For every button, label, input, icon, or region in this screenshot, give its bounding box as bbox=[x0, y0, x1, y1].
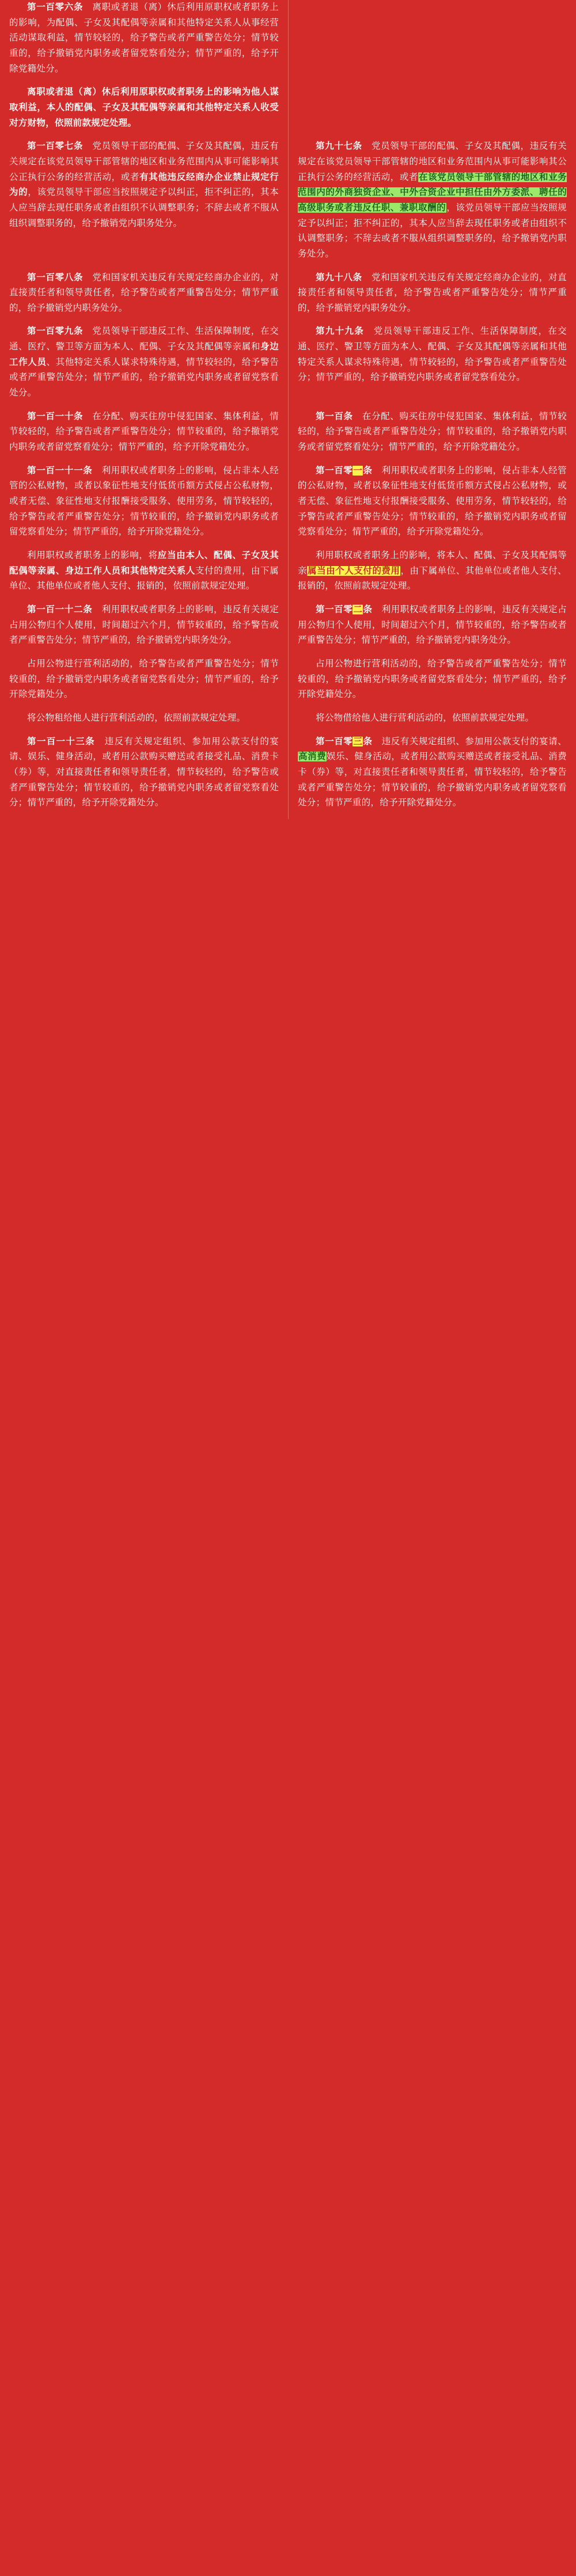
article-paragraph bbox=[298, 409, 567, 455]
article-paragraph bbox=[298, 711, 567, 726]
article-paragraph: 第九十七条 党员领导干部的配偶、子女及其配偶，违反有关规定在该党员领导干部管辖的地区和业务范围内从事可能影响其公正执行公务的经营活动，或者在该党员领导干部管辖的地区和业务范围内的外商独资企业、中外合资企业中担任由外方委派、聘任的高级职务或者违反任职、兼职取酬的，该党员领导干部应当按照规定予以纠正；拒不纠正的，其本人应当辞去现任职务或者由组织不认调整职务；不辞去或者不服从组织调整职务的，给予撤销党内职务处分。 bbox=[298, 141, 567, 259]
comparison-row bbox=[0, 602, 576, 734]
new-version-column bbox=[288, 602, 576, 734]
article-number: 第一百一十三条 bbox=[27, 736, 95, 746]
article-paragraph: 第一百零七条 党员领导干部的配偶、子女及其配偶，违反有关规定在该党员领导干部管辖的地区和业务范围内从事可能影响其公正执行公务的经营活动，或者有其他违反经商办企业禁止规定行为的，该党员领导干部应当按照规定予以纠正，拒不纠正的，其本人应当辞去现任职务或者由组织不认调整职务；不辞去或者不服从组织调整职务的，给予撤销党内职务处分。 bbox=[9, 141, 279, 228]
article-paragraph bbox=[298, 657, 567, 703]
article-number: 第九十九条 bbox=[316, 326, 365, 337]
comparison-row bbox=[0, 270, 576, 325]
article-number: 第一百一十一条 bbox=[27, 465, 93, 476]
article-paragraph: 第一百零二条 利用职权或者职务上的影响，违反有关规定占用公物归个人使用，时间超过六个月，情节较重的，给予警告或者严重警告处分；情节严重的，给予撤销党内职务处分。 bbox=[298, 604, 567, 646]
article-paragraph: 第一百零三条 违反有关规定组织、参加用公款支付的宴请、高消费娱乐、健身活动，或者用公款购买赠送或者接受礼品、消费卡（券）等，对直接责任者和领导责任者，情节较轻的，给予警告或者严重警告处分；情节较重的，给予撤销党内职务或者留党察看处分；情节严重的，给予开除党籍处分。 bbox=[298, 736, 567, 808]
old-version-column bbox=[0, 734, 288, 819]
article-text: 在分配、购买住房中侵犯国家、集体利益，情节较轻的，给予警告或者严重警告处分；情节较重的，给予撤销党内职务或者留党察看处分；情节严重的，给予开除党籍处分。 bbox=[9, 411, 279, 452]
article-number: 第一百零二条 bbox=[316, 604, 373, 614]
article-text: 将公物租给他人进行营利活动的，依照前款规定处理。 bbox=[27, 712, 246, 723]
article-text: 占用公物进行营利活动的，给予警告或者严重警告处分；情节较重的，给予撤销党内职务或者留党察看处分；情节严重的，给予开除党籍处分。 bbox=[9, 658, 279, 700]
new-version-column bbox=[288, 139, 576, 270]
article-text: 利用职权或者职务上的影响，侵占非本人经管的公私财物，或者以象征性地支付低货币额方式侵占公私财物，或者无偿、象征性地支付报酬接受服务、使用劳务，情节较轻的，给予警告或者严重警告处分；情节较重的，给予撤销党内职务或者留党察看处分；情节严重的，给予开除党籍处分。 bbox=[9, 465, 279, 537]
article-text: 将公物借给他人进行营利活动的，依照前款规定处理。 bbox=[316, 712, 535, 723]
old-version-column bbox=[0, 463, 288, 602]
new-version-column bbox=[288, 734, 576, 819]
article-text: 离职或者退（离）休后利用原职权或者职务上的影响为他人谋取利益，本人的配偶、子女及其配偶等亲属和其他特定关系人收受对方财物，依照前款规定处理。 bbox=[9, 87, 279, 128]
article-text: 占用公物进行营利活动的，给予警告或者严重警告处分；情节较重的，给予撤销党内职务或者留党察看处分；情节严重的，给予开除党籍处分。 bbox=[298, 658, 567, 700]
comparison-row bbox=[0, 0, 576, 139]
article-number: 第一百一十二条 bbox=[27, 604, 93, 614]
article-paragraph bbox=[9, 734, 279, 811]
article-number: 第一百零九条 bbox=[27, 326, 84, 337]
article-number: 第九十八条 bbox=[316, 272, 362, 282]
old-version-column bbox=[0, 324, 288, 409]
article-text: 党和国家机关违反有关规定经商办企业的，对直接责任者和领导责任者，给予警告或者严重警告处分；情节严重的，给予撤销党内职务处分。 bbox=[298, 272, 567, 313]
article-number: 第一百零三条 bbox=[316, 736, 373, 746]
article-text: 离职或者退（离）休后利用原职权或者职务上的影响，为配偶、子女及其配偶等亲属和其他特定关系人从事经营活动谋取利益，情节较轻的，给予警告或者严重警告处分；情节较重的，给予撤销党内职务或者留党察看处分；情节严重的，给予开除党籍处分。 bbox=[9, 2, 279, 74]
new-version-column bbox=[288, 0, 576, 139]
article-paragraph bbox=[298, 270, 567, 316]
article-paragraph bbox=[9, 463, 279, 540]
article-paragraph bbox=[9, 657, 279, 703]
bold-fragment: 有其他违反经商办企业禁止规定行为的 bbox=[9, 172, 279, 198]
new-version-column bbox=[288, 463, 576, 602]
highlight-yellow-fragment: 属当由个人支付的费用 bbox=[308, 565, 400, 576]
article-number: 第一百条 bbox=[316, 411, 353, 421]
article-number: 第一百零六条 bbox=[27, 2, 84, 12]
article-paragraph bbox=[9, 711, 279, 726]
article-paragraph bbox=[9, 270, 279, 316]
article-paragraph bbox=[298, 324, 567, 386]
article-paragraph bbox=[9, 409, 279, 455]
article-text: 利用职权或者职务上的影响，违反有关规定占用公物归个人使用，时间超过六个月，情节较重的，给予警告或者严重警告处分；情节严重的，给予撤销党内职务处分。 bbox=[9, 604, 279, 646]
article-paragraph bbox=[9, 0, 279, 77]
highlight-yellow-fragment: 三 bbox=[353, 736, 363, 746]
highlight-yellow-fragment: 一 bbox=[353, 465, 363, 476]
old-version-column bbox=[0, 270, 288, 325]
comparison-row bbox=[0, 734, 576, 819]
comparison-row bbox=[0, 139, 576, 270]
comparison-row bbox=[0, 463, 576, 602]
highlight-yellow-fragment: 二 bbox=[353, 604, 363, 614]
highlight-green-fragment: 高消费 bbox=[298, 752, 327, 762]
article-number: 第九十七条 bbox=[316, 141, 362, 152]
old-version-column bbox=[0, 0, 288, 139]
new-version-column bbox=[288, 324, 576, 409]
bold-fragment: 应当由本人、配偶、子女及其配偶等亲属、身边工作人员和其他特定关系人 bbox=[9, 550, 279, 576]
article-text: 违反有关规定组织、参加用公款支付的宴请、娱乐、健身活动，或者用公款购买赠送或者接受礼品、消费卡（券）等，对直接责任者和领导责任者，情节较轻的，给予警告或者严重警告处分；情节较重的，给予撤销党内职务或者留党察看处分；情节严重的，给予开除党籍处分。 bbox=[9, 736, 279, 808]
article-paragraph: 第一百零九条 党员领导干部违反工作、生活保障制度，在交通、医疗、警卫等方面为本人、配偶、子女及其配偶等亲属和身边工作人员、其他特定关系人谋求特殊待遇，情节较轻的，给予警告或者严重警告处分；情节严重的，给予撤销党内职务或者留党察看处分。 bbox=[9, 326, 279, 398]
bold-fragment: 身边工作人员 bbox=[9, 342, 279, 367]
article-text: 在分配、购买住房中侵犯国家、集体利益，情节较轻的，给予警告或者严重警告处分；情节较重的，给予撤销党内职务或者留党察看处分；情节严重的，给予开除党籍处分。 bbox=[298, 411, 567, 452]
article-number: 第一百零七条 bbox=[27, 141, 84, 152]
comparison-row bbox=[0, 409, 576, 463]
article-text: 党员领导干部违反工作、生活保障制度，在交通、医疗、警卫等方面为本人、配偶、子女及其配偶等亲属和其他特定关系人谋求特殊待遇，情节较轻的，给予警告或者严重警告处分；情节严重的，给予撤销党内职务或者留党察看处分。 bbox=[298, 326, 567, 383]
highlight-green-fragment: 在该党员领导干部管辖的地区和业务范围内的外商独资企业、中外合资企业中担任由外方委派、聘任的高级职务或者违反任职、兼职取酬的 bbox=[298, 172, 567, 213]
comparison-row bbox=[0, 324, 576, 409]
article-number: 第一百一十条 bbox=[27, 411, 84, 421]
old-version-column bbox=[0, 602, 288, 734]
article-number: 第一百零一条 bbox=[316, 465, 373, 476]
article-paragraph: 利用职权或者职务上的影响，将本人、配偶、子女及其配偶等亲属当由个人支付的费用，由下属单位、其他单位或者他人支付、报销的，依照前款规定处理。 bbox=[298, 550, 567, 591]
article-paragraph: 利用职权或者职务上的影响，将应当由本人、配偶、子女及其配偶等亲属、身边工作人员和其他特定关系人支付的费用，由下属单位、其他单位或者他人支付、报销的，依照前款规定处理。 bbox=[9, 550, 279, 591]
article-paragraph: 第一百零一条 利用职权或者职务上的影响，侵占非本人经管的公私财物，或者以象征性地支付低货币额方式侵占公私财物，或者无偿、象征性地支付报酬接受服务、使用劳务，情节较轻的，给予警告或者严重警告处分；情节较重的，给予撤销党内职务或者留党察看处分；情节严重的，给予开除党籍处分。 bbox=[298, 465, 567, 537]
new-version-column bbox=[288, 270, 576, 325]
article-paragraph bbox=[9, 85, 279, 131]
article-paragraph bbox=[9, 602, 279, 648]
new-version-column bbox=[288, 409, 576, 463]
old-version-column bbox=[0, 409, 288, 463]
old-version-column bbox=[0, 139, 288, 270]
article-text: 党和国家机关违反有关规定经商办企业的，对直接责任者和领导责任者，给予警告或者严重警告处分；情节严重的，给予撤销党内职务处分。 bbox=[9, 272, 279, 313]
article-number: 第一百零八条 bbox=[27, 272, 84, 282]
